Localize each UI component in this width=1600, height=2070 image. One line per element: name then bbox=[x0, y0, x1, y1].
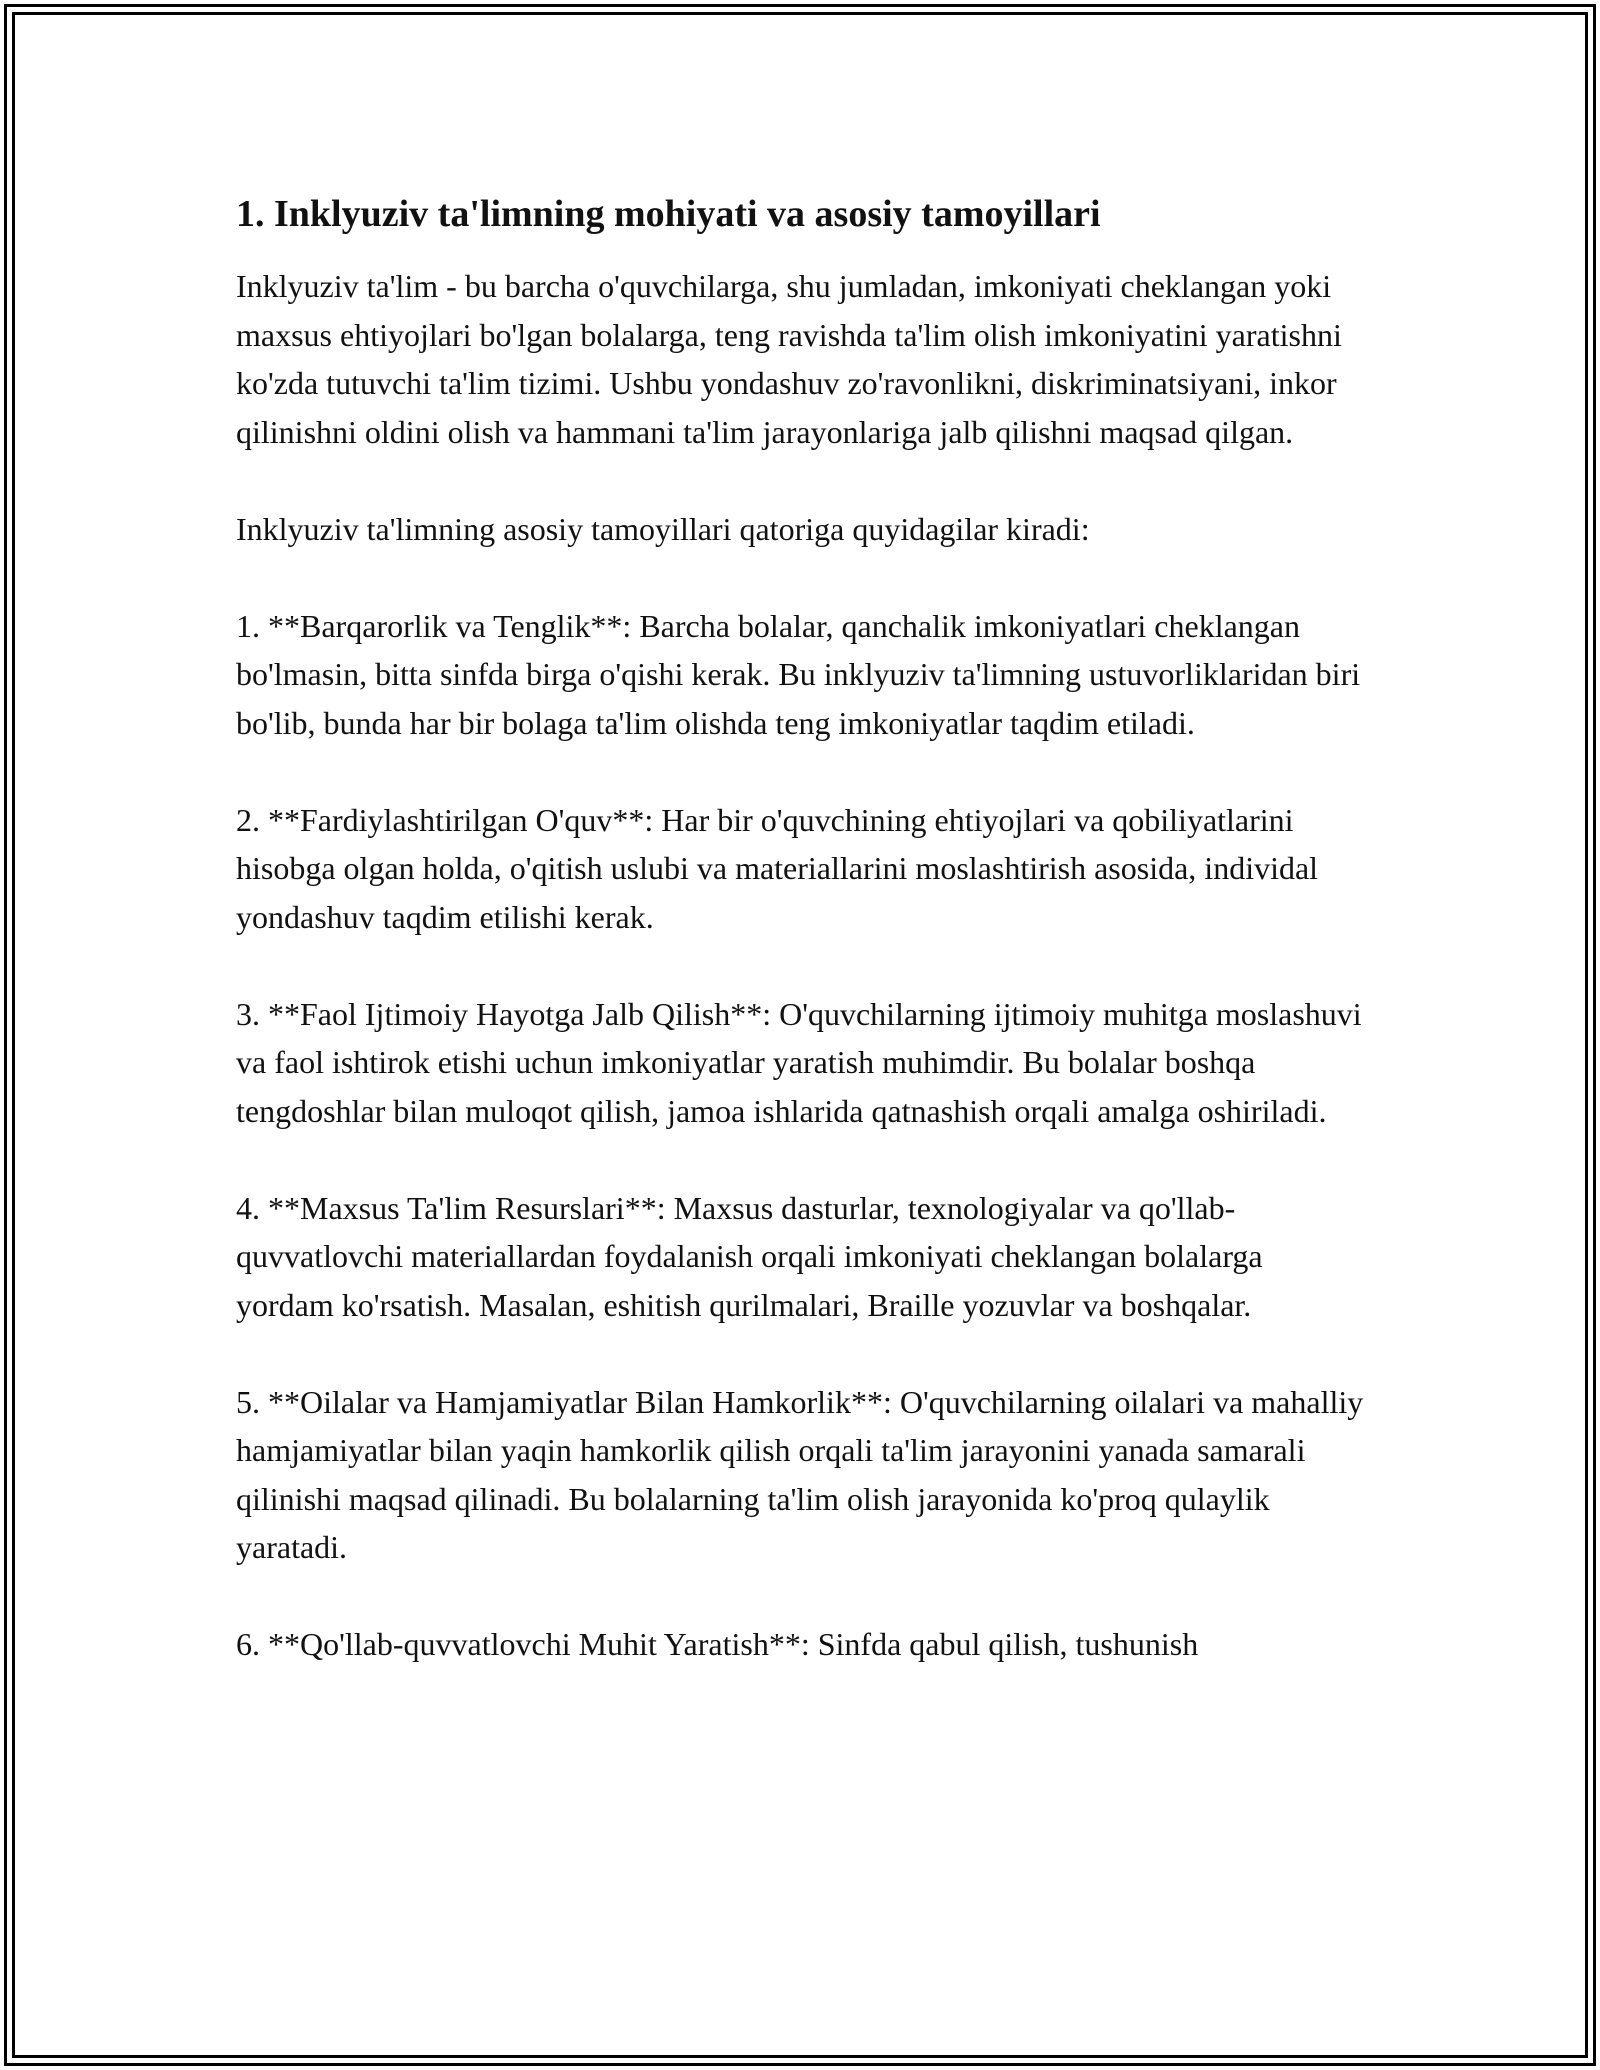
principles-intro: Inklyuziv ta'limning asosiy tamoyillari qatoriga quyidagilar kiradi: bbox=[236, 510, 1090, 547]
principle-item-4: 4. **Maxsus Ta'lim Resurslari**: Maxsus dasturlar, texnologiyalar va qo'llab-quvvatlovchi materiallardan foydalanish orqali imkoniyati cheklangan bolalarga yordam ko'rsatish. Masalan, eshitish qurilmalari, Braille yozuvlar va boshqalar. bbox=[236, 1189, 1263, 1323]
section-heading: 1. Inklyuziv ta'limning mohiyati va asosiy tamoyillari bbox=[236, 193, 1101, 235]
principle-item-6: 6. **Qo'llab-quvvatlovchi Muhit Yaratish**: Sinfda qabul qilish, tushunish bbox=[236, 1626, 1199, 1662]
principle-item-3: 3. **Faol Ijtimoiy Hayotga Jalb Qilish**: O'quvchilarning ijtimoiy muhitga moslashuvi va faol ishtirok etishi uchun imkoniyatlar yaratish muhimdir. Bu bolalar boshqa tengdoshlar bilan muloqot qilish, jamoa ishlarida qatnashish orqali amalga oshiriladi. bbox=[236, 995, 1362, 1129]
principle-item-2: 2. **Fardiylashtirilgan O'quv**: Har bir o'quvchining ehtiyojlari va qobiliyatlarini hisobga olgan holda, o'qitish uslubi va materiallarini moslashtirish asosida, individal yondashuv taqdim etilishi kerak. bbox=[236, 801, 1319, 935]
document-body bbox=[236, 188, 1366, 1717]
principle-item-5: 5. **Oilalar va Hamjamiyatlar Bilan Hamkorlik**: O'quvchilarning oilalari va mahalliy hamjamiyatlar bilan yaqin hamkorlik qilish orqali ta'lim jarayonini yanada samarali qilinishi maqsad qilinadi. Bu bolalarning ta'lim olish jarayonida ko'proq qulaylik yaratadi. bbox=[236, 1383, 1364, 1565]
principle-item-1: 1. **Barqarorlik va Tenglik**: Barcha bolalar, qanchalik imkoniyatlari cheklangan bo'lmasin, bitta sinfda birga o'qishi kerak. Bu inklyuziv ta'limning ustuvorliklaridan biri bo'lib, bunda har bir bolaga ta'lim olishda teng imkoniyatlar taqdim etiladi. bbox=[236, 607, 1361, 741]
intro-paragraph: Inklyuziv ta'lim - bu barcha o'quvchilarga, shu jumladan, imkoniyati cheklangan yoki maxsus ehtiyojlari bo'lgan bolalarga, teng ravishda ta'lim olish imkoniyatini yaratishni ko'zda tutuvchi ta'lim tizimi. Ushbu yondashuv zo'ravonlikni, diskriminatsiyani, inkor qilinishni oldini olish va hammani ta'lim jarayonlariga jalb qilishni maqsad qilgan. bbox=[236, 268, 1342, 450]
